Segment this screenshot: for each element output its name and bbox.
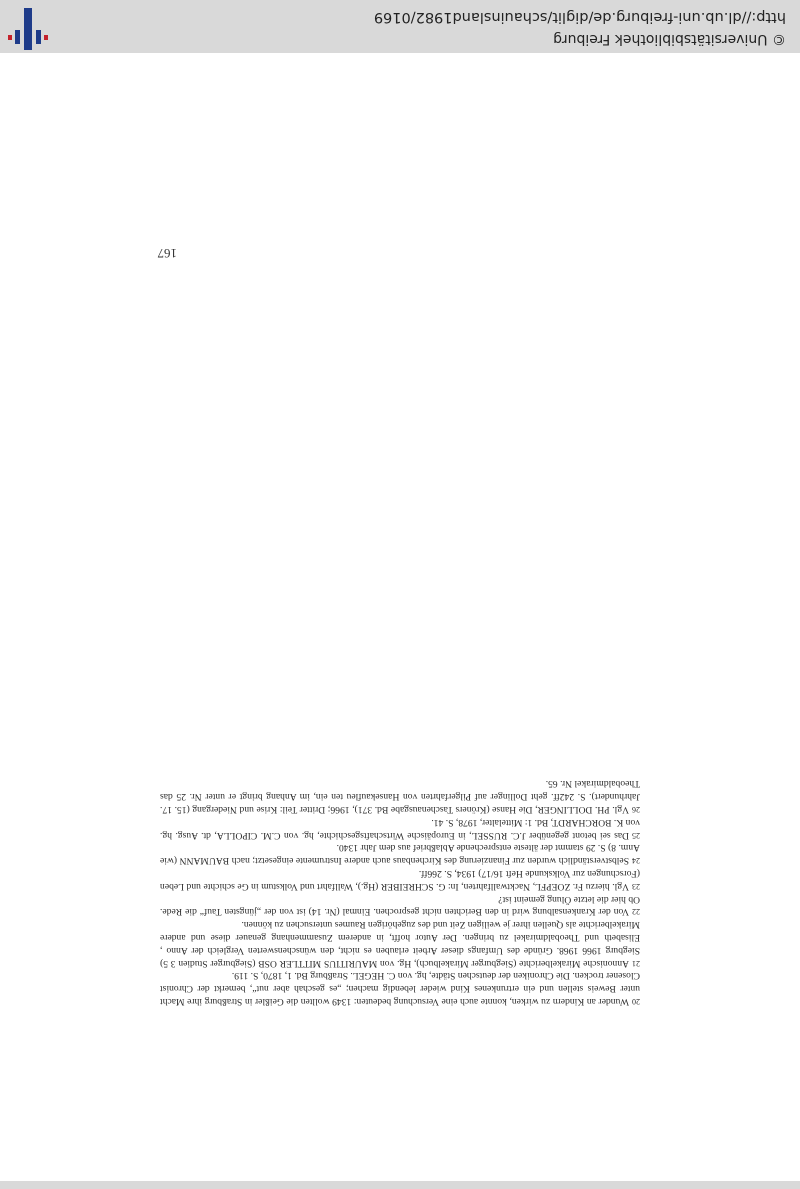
footnote — [160, 777, 640, 815]
page-edge-strip — [0, 1181, 800, 1189]
footnote-text: Vgl. hierzu Fr. ZOEPFL, Nacktwallfahrten, In: G. SCHREIBER (Hg.), Wallfahrt und Volkstum in Ge schichte und Leben (Forschungen zur Volkskunde Heft 16/17) 1934, S. 266ff. — [160, 868, 640, 892]
footnote — [160, 841, 640, 867]
footnote — [160, 866, 640, 892]
footnote-number: 20 — [632, 997, 640, 1006]
footnotes — [160, 777, 640, 1007]
footnote-text: Annonische Mirakelberichte (Siegburger Mirakelbuch), Hg. von MAURITIUS MITTLER OSB (Siegburger Studien 3 5) Siegburg 1966 1968. Gründe des Umfangs dieser Arbeit erlauben es nicht, den wünschenswerten Vergleich der Anno , Elisabeth und Theobaldmirakel zu bringen. Der Autor hofft, in anderem Zusammenhang genauer diese und andere Mirakelberichte als Quellen ihrer je weiligen Zeit und des zugehörigen Raumes untersuchen zu können. — [160, 919, 640, 969]
footnote — [160, 815, 640, 841]
footnote-number: 22 — [632, 907, 640, 917]
footnote — [160, 969, 640, 1007]
footnote-text: Wunder an Kindern zu wirken, konnte auch eine Versuchung bedeuten: 1349 wollten die Geißler in Straßburg ihre Macht unter Beweis stellen und ein ertrunkenes Kind wieder lebendig machen; „es geschah aber nut“, bemerkt der Chronist Closener trocken. Die Chroniken der deutschen Städte, hg. von C. HEGEL. Straßburg Bd. 1, 1870, S. 119. — [160, 970, 640, 1007]
footnote-number: 25 — [632, 830, 640, 840]
footnote — [160, 917, 640, 968]
footnote-number: 24 — [632, 856, 640, 866]
permalink[interactable]: http://dl.ub.uni-freiburg.de/diglit/schauinsland1982/0169 — [373, 9, 786, 25]
footnote-number: 23 — [632, 881, 640, 891]
footnote-text: Von der Krankensalbung wird in den Berichten nicht gesprochen. Einmal (Nr. 14) ist von der „jüngsten Tauf“ die Rede. Ob hier die letzte Ölung gemeint ist? — [160, 893, 640, 918]
footnote-number: 21 — [632, 958, 640, 968]
footnote-text: Selbstverständlich wurden zur Finanzierung des Kirchenbaus auch andere Instrumente eingesetzt; nach BAUMANN (wie Anm. 8) S. 29 stammt der älteste entsprechende Ablaßbrief aus dem Jahr 1340. — [160, 842, 640, 867]
ub-freiburg-logo-icon — [8, 8, 48, 50]
footnote-text: Vgl. PH. DOLLINGER, Die Hanse (Kröners Taschenausgabe Bd. 371), 1966; Dritter Teil: Krise und Niedergang (15. 17. Jahrhundert). S. 242ff. geht Dollinger auf Pilgerfahrten von Hansekaufleu ten ein, im Anhang bringt er unter Nr. 25 das Theobaldmirakel Nr. 65. — [160, 778, 640, 816]
copyright-text: © Universitätsbibliothek Freiburg — [553, 31, 786, 47]
footnote-text: Das sei betont gegenüber J.C. RUSSEL, in Europäische Wirtschaftsgeschichte, hg. von C.M. CIPOLLA, dt. Ausg. hg. von K. BORCHARDT, Bd. 1: Mittelalter, 1978, S. 41. — [160, 816, 640, 841]
page-number: 167 — [157, 246, 177, 261]
footnote — [160, 892, 640, 918]
footnote-number: 26 — [632, 805, 640, 815]
footer-bar — [0, 0, 800, 53]
